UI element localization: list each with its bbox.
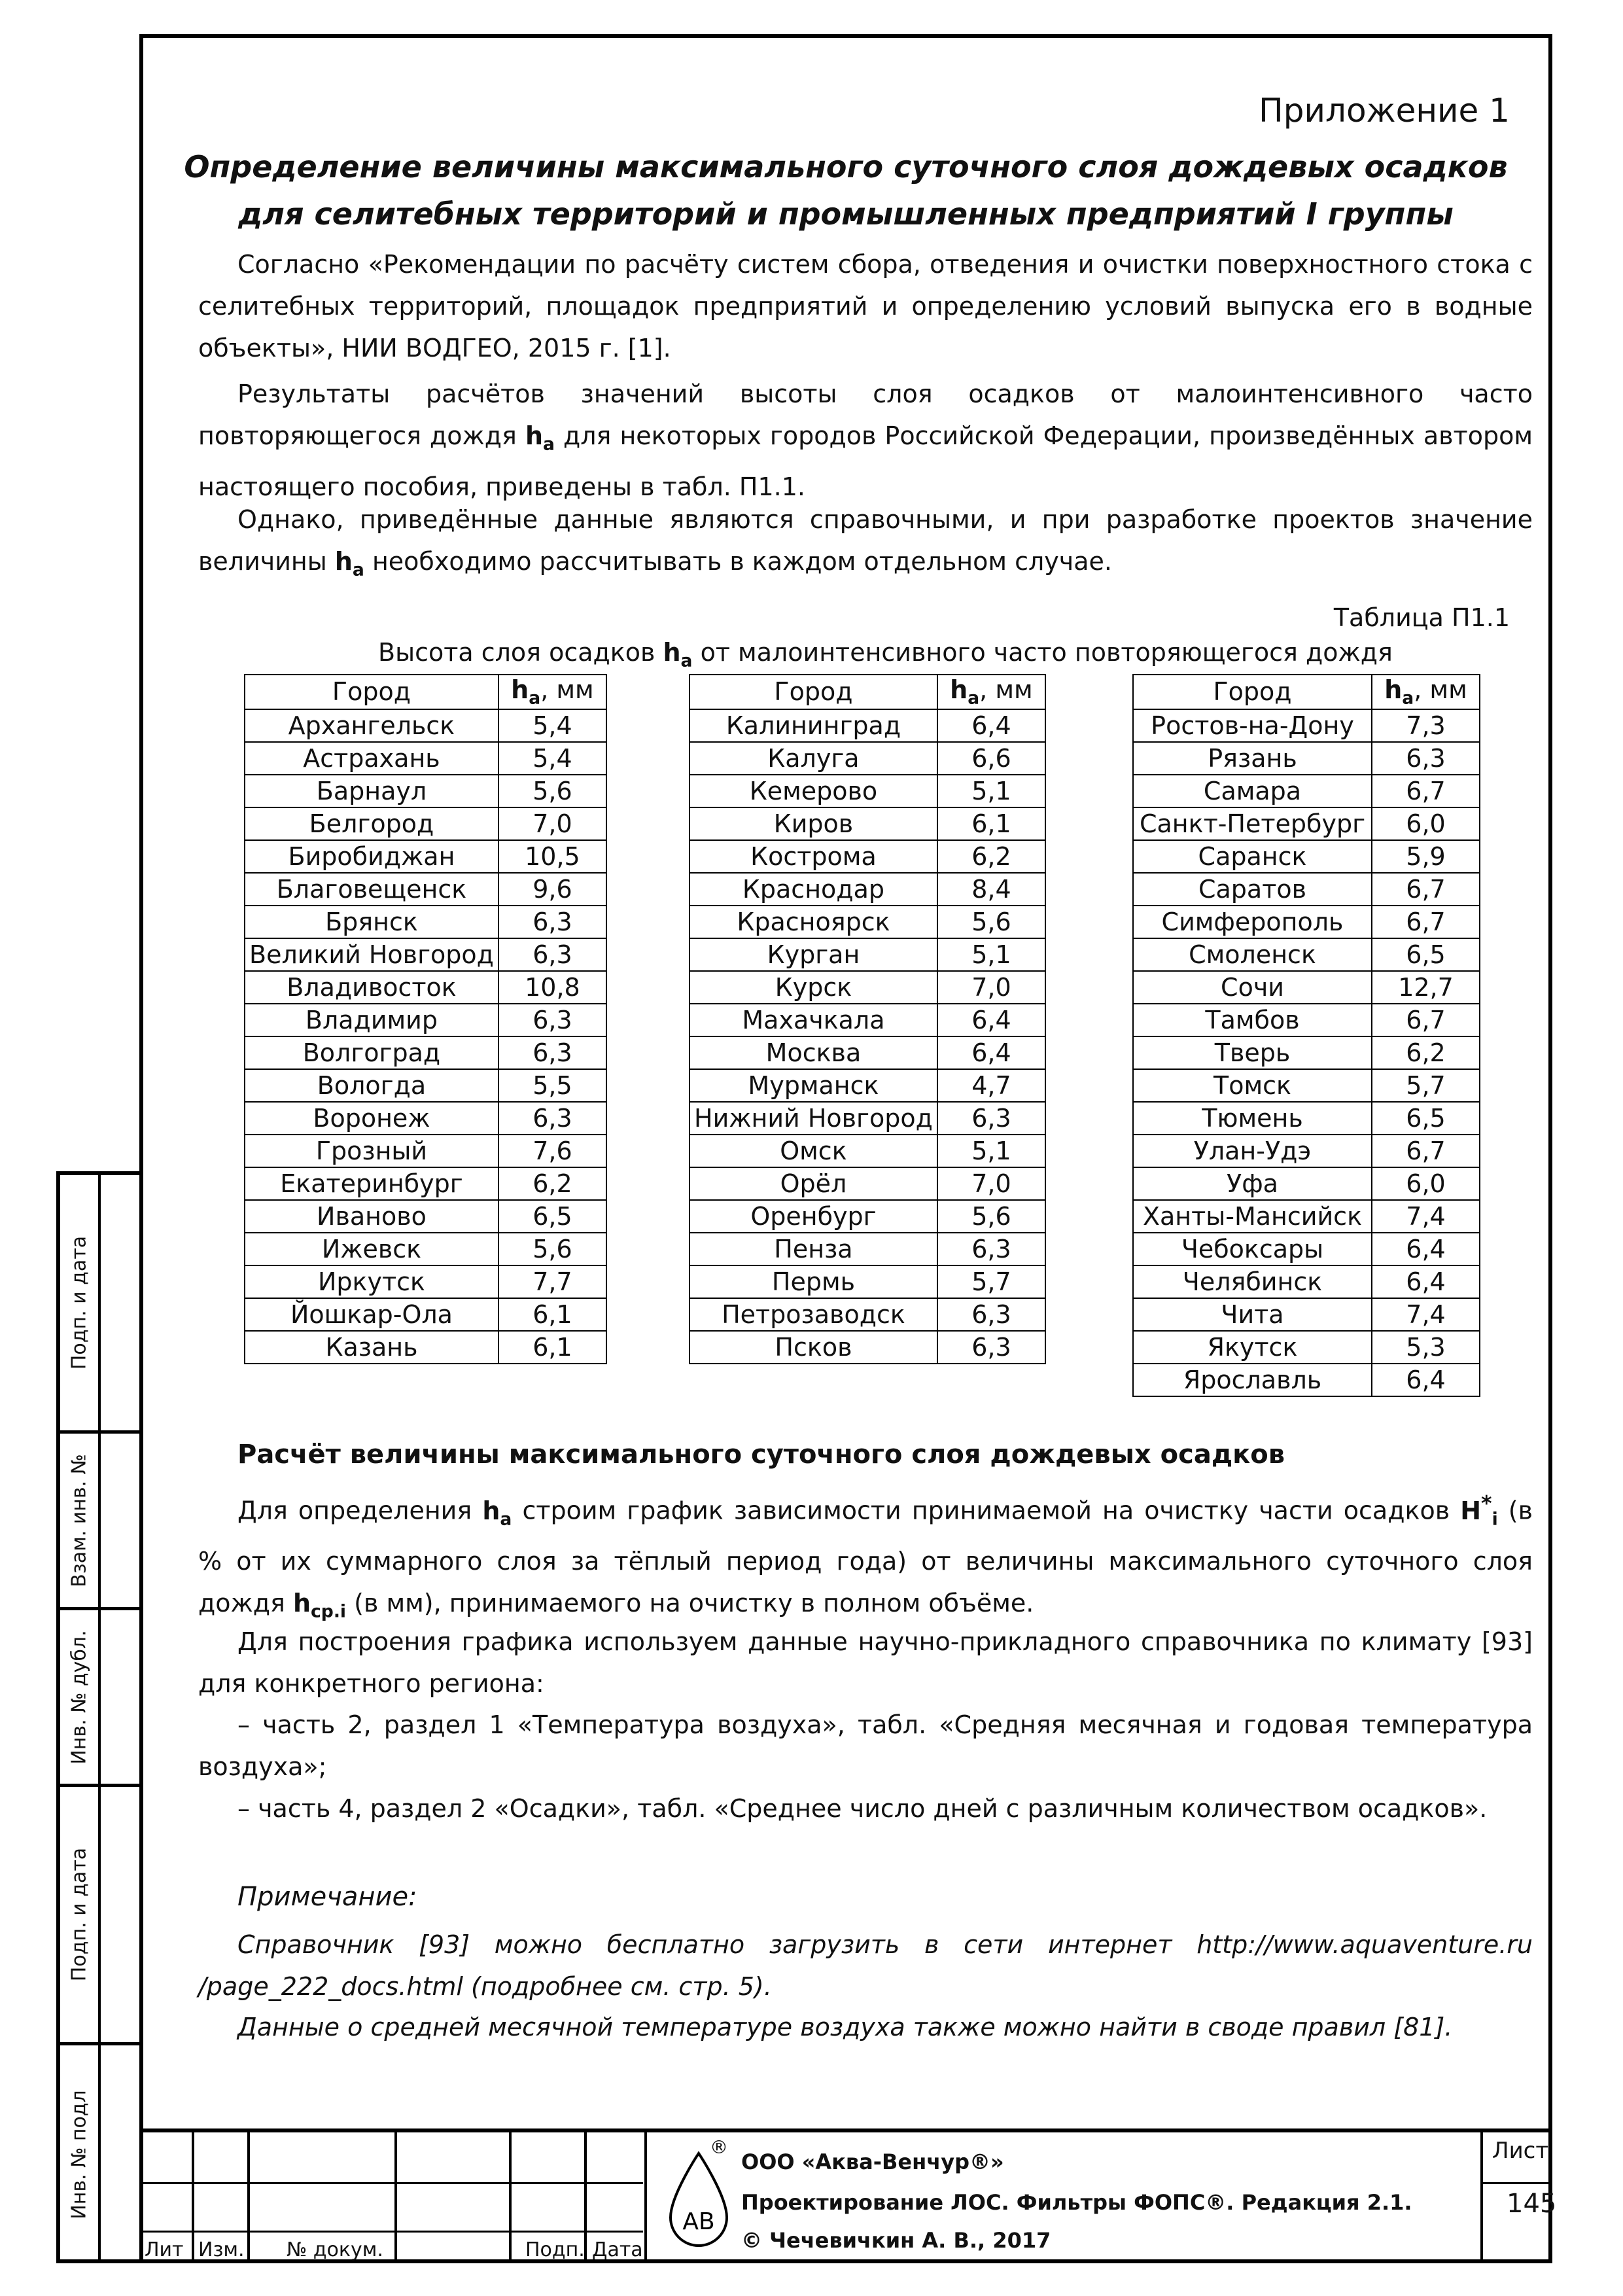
value-cell: 5,9: [1372, 840, 1480, 873]
title-line-1: Определение величины максимального суточного слоя дождевых осадков: [184, 149, 1508, 185]
city-cell: Иваново: [245, 1200, 498, 1233]
city-cell: Томск: [1133, 1069, 1372, 1102]
table-row: [245, 709, 606, 742]
city-cell: Пенза: [689, 1233, 937, 1265]
value-cell: 6,6: [937, 742, 1045, 775]
value-cell: 5,6: [498, 1233, 606, 1265]
stamp-label-sign: Подп.: [525, 2238, 585, 2261]
appendix-label: Приложение 1: [1259, 92, 1510, 130]
table-row: [689, 1004, 1045, 1036]
table-row: [689, 1233, 1045, 1265]
table-row: [245, 742, 606, 775]
side-label: Инв. № подл: [67, 2089, 91, 2219]
value-cell: 6,4: [1372, 1265, 1480, 1298]
city-cell: Ростов-на-Дону: [1133, 709, 1372, 742]
table-row: [245, 1200, 606, 1233]
value-cell: 4,7: [937, 1069, 1045, 1102]
side-strip: [56, 1171, 139, 2263]
table-row: [245, 840, 606, 873]
value-cell: 6,3: [937, 1233, 1045, 1265]
col-header-ha: $h_a$, мм: [1372, 675, 1480, 709]
value-cell: 5,3: [1372, 1331, 1480, 1364]
value-cell: 7,7: [498, 1265, 606, 1298]
value-cell: 5,5: [498, 1069, 606, 1102]
city-cell: Тюмень: [1133, 1102, 1372, 1135]
table-row: [1133, 1102, 1480, 1135]
value-cell: 6,1: [498, 1331, 606, 1364]
city-cell: Рязань: [1133, 742, 1372, 775]
table-row: [1133, 1233, 1480, 1265]
table-row: [689, 709, 1045, 742]
table-row: [689, 1200, 1045, 1233]
value-cell: 6,2: [1372, 1036, 1480, 1069]
paragraph-1: Согласно «Рекомендации по расчёту систем сбора, отведения и очистки поверхностного стока с селитебных территорий, площадок предприятий и определению условий выпуска его в водные объекты», НИИ ВОДГЕО, 2015 г. [1].: [198, 250, 1533, 362]
col-header-city: Город: [689, 675, 937, 709]
city-cell: Омск: [689, 1135, 937, 1167]
table-row: [1133, 1331, 1480, 1364]
value-cell: 5,6: [498, 775, 606, 807]
section-heading: Расчёт величины максимального суточного слоя дождевых осадков: [237, 1439, 1285, 1470]
value-cell: 6,4: [1372, 1364, 1480, 1396]
side-cell-orig-inv: [60, 2045, 139, 2263]
table-row: [689, 1102, 1045, 1135]
org-name: ООО «Аква-Венчур®»: [741, 2149, 1004, 2174]
value-cell: 6,1: [498, 1298, 606, 1331]
table-row: [245, 873, 606, 906]
value-cell: 7,3: [1372, 709, 1480, 742]
city-cell: Самара: [1133, 775, 1372, 807]
table-row: [1133, 1135, 1480, 1167]
note-text-2: Данные о средней месячной температуре воздуха также можно найти в своде правил [81].: [237, 2013, 1453, 2041]
table-row: [245, 906, 606, 938]
table-header-row: [245, 675, 606, 709]
value-cell: 5,4: [498, 709, 606, 742]
table-row: [1133, 709, 1480, 742]
city-cell: Якутск: [1133, 1331, 1372, 1364]
table-header-row: [1133, 675, 1480, 709]
table-row: [689, 938, 1045, 971]
city-cell: Ханты-Мансийск: [1133, 1200, 1372, 1233]
paragraph-2: Результаты расчётов значений высоты слоя осадков от малоинтенсивного часто повторяющегося дождя $h_a$ для некоторых городов Российской Федерации, произведённых автором настоящего пособия, приведены в табл. П1.1.: [198, 380, 1533, 501]
city-cell: Екатеринбург: [245, 1167, 498, 1200]
value-cell: 6,1: [937, 807, 1045, 840]
value-cell: 6,5: [498, 1200, 606, 1233]
city-cell: Грозный: [245, 1135, 498, 1167]
city-cell: Чебоксары: [1133, 1233, 1372, 1265]
table-caption: Высота слоя осадков $h_a$ от малоинтенсивного часто повторяющегося дождя: [378, 638, 1393, 671]
table-row: [1133, 840, 1480, 873]
value-cell: 6,3: [937, 1298, 1045, 1331]
sheet-label: Лист: [1492, 2138, 1549, 2164]
table-row: [689, 1331, 1045, 1364]
table-row: [245, 1331, 606, 1364]
table-row: [689, 775, 1045, 807]
table-row: [689, 1265, 1045, 1298]
city-cell: Ярославль: [1133, 1364, 1372, 1396]
col-header-city: Город: [245, 675, 498, 709]
city-cell: Чита: [1133, 1298, 1372, 1331]
value-cell: 6,4: [937, 709, 1045, 742]
city-cell: Саратов: [1133, 873, 1372, 906]
city-cell: Уфа: [1133, 1167, 1372, 1200]
city-table-2: [689, 674, 1046, 1364]
city-cell: Краснодар: [689, 873, 937, 906]
table-row: [1133, 1069, 1480, 1102]
value-cell: 5,4: [498, 742, 606, 775]
value-cell: 5,1: [937, 1135, 1045, 1167]
city-cell: Иркутск: [245, 1265, 498, 1298]
paragraph-7: – часть 4, раздел 2 «Осадки», табл. «Среднее число дней с различным количеством осадков».: [237, 1794, 1488, 1823]
city-cell: Челябинск: [1133, 1265, 1372, 1298]
value-cell: 7,4: [1372, 1298, 1480, 1331]
table-row: [1133, 971, 1480, 1004]
side-label: Инв. № дубл.: [67, 1629, 91, 1765]
city-cell: Курск: [689, 971, 937, 1004]
title-line-2: для селитебных территорий и промышленных предприятий I группы: [238, 196, 1454, 232]
table-header-row: [689, 675, 1045, 709]
city-cell: Архангельск: [245, 709, 498, 742]
table-row: [245, 1265, 606, 1298]
city-cell: Йошкар-Ола: [245, 1298, 498, 1331]
city-cell: Биробиджан: [245, 840, 498, 873]
stamp-label-date: Дата: [592, 2238, 643, 2261]
paragraph-4: Для определения $h_a$ строим график зависимости принимаемой на очистку части осадков $H^*_i$ (в % от их суммарного слоя за тёплый период года) от величины максимального суточного слоя дождя $h_{cp.i}$ (в мм), принимаемого на очистку в полном объёме.: [198, 1492, 1533, 1622]
registered-mark: ®: [710, 2136, 728, 2158]
value-cell: 6,0: [1372, 807, 1480, 840]
value-cell: 6,3: [498, 1036, 606, 1069]
value-cell: 7,0: [937, 971, 1045, 1004]
table-row: [245, 1004, 606, 1036]
city-table-3: [1132, 674, 1480, 1397]
value-cell: 6,7: [1372, 775, 1480, 807]
value-cell: 7,6: [498, 1135, 606, 1167]
value-cell: 6,2: [498, 1167, 606, 1200]
value-cell: 6,7: [1372, 1004, 1480, 1036]
side-cell-replace-inv: [60, 1434, 139, 1610]
table-row: [1133, 1265, 1480, 1298]
city-cell: Красноярск: [689, 906, 937, 938]
table-row: [689, 906, 1045, 938]
value-cell: 7,0: [498, 807, 606, 840]
value-cell: 5,7: [1372, 1069, 1480, 1102]
city-cell: Калининград: [689, 709, 937, 742]
table-row: [1133, 775, 1480, 807]
table-row: [689, 971, 1045, 1004]
value-cell: 6,7: [1372, 1135, 1480, 1167]
value-cell: 6,3: [937, 1331, 1045, 1364]
city-cell: Благовещенск: [245, 873, 498, 906]
paragraph-3: Однако, приведённые данные являются справочными, и при разработке проектов значение величины $h_a$ необходимо рассчитывать в каждом отдельном случае.: [198, 505, 1533, 580]
col-header-ha: $h_a$, мм: [498, 675, 606, 709]
value-cell: 6,4: [937, 1036, 1045, 1069]
city-cell: Казань: [245, 1331, 498, 1364]
city-cell: Мурманск: [689, 1069, 937, 1102]
table-row: [245, 1233, 606, 1265]
city-cell: Кострома: [689, 840, 937, 873]
city-cell: Владивосток: [245, 971, 498, 1004]
city-cell: Белгород: [245, 807, 498, 840]
company-logo-icon: [663, 2149, 735, 2254]
table-row: [1133, 938, 1480, 971]
city-cell: Симферополь: [1133, 906, 1372, 938]
city-cell: Киров: [689, 807, 937, 840]
table-row: [689, 1167, 1045, 1200]
value-cell: 6,5: [1372, 938, 1480, 971]
table-row: [1133, 742, 1480, 775]
table-row: [1133, 1036, 1480, 1069]
org-project: Проектирование ЛОС. Фильтры ФОПС®. Редакция 2.1.: [741, 2190, 1412, 2215]
table-row: [245, 1167, 606, 1200]
table-row: [245, 775, 606, 807]
stamp-label-lit: Лит: [145, 2238, 184, 2261]
value-cell: 5,1: [937, 775, 1045, 807]
table-row: [1133, 807, 1480, 840]
paragraph-6: – часть 2, раздел 1 «Температура воздуха», табл. «Средняя месячная и годовая температура воздуха»;: [198, 1710, 1533, 1781]
table-row: [245, 1135, 606, 1167]
value-cell: 5,6: [937, 1200, 1045, 1233]
city-cell: Курган: [689, 938, 937, 971]
city-cell: Калуга: [689, 742, 937, 775]
side-cell-sign-date-2: [60, 1787, 139, 2045]
table-row: [1133, 1364, 1480, 1396]
city-cell: Псков: [689, 1331, 937, 1364]
title-block: [139, 2128, 1557, 2263]
city-table-1: [244, 674, 607, 1364]
side-cell-sign-date-1: [60, 1175, 139, 1434]
side-label: Подп. и дата: [67, 1235, 91, 1370]
city-cell: Сочи: [1133, 971, 1372, 1004]
city-cell: Нижний Новгород: [689, 1102, 937, 1135]
stamp-label-doc: № докум.: [287, 2238, 383, 2261]
table-row: [245, 971, 606, 1004]
city-cell: Санкт-Петербург: [1133, 807, 1372, 840]
table-row: [689, 807, 1045, 840]
table-row: [689, 742, 1045, 775]
table-row: [1133, 1167, 1480, 1200]
side-label: Взам. инв. №: [67, 1453, 91, 1587]
value-cell: 6,3: [498, 906, 606, 938]
table-row: [1133, 1200, 1480, 1233]
city-cell: Воронеж: [245, 1102, 498, 1135]
table-row: [245, 1298, 606, 1331]
city-cell: Владимир: [245, 1004, 498, 1036]
table-row: [1133, 873, 1480, 906]
city-cell: Москва: [689, 1036, 937, 1069]
value-cell: 6,3: [937, 1102, 1045, 1135]
col-header-city: Город: [1133, 675, 1372, 709]
city-cell: Барнаул: [245, 775, 498, 807]
value-cell: 6,3: [498, 1004, 606, 1036]
table-row: [1133, 1298, 1480, 1331]
city-cell: Махачкала: [689, 1004, 937, 1036]
city-cell: Тамбов: [1133, 1004, 1372, 1036]
col-header-ha: $h_a$, мм: [937, 675, 1045, 709]
value-cell: 7,0: [937, 1167, 1045, 1200]
table-row: [1133, 906, 1480, 938]
paragraph-5: Для построения графика используем данные научно-прикладного справочника по климату [93] для конкретного региона:: [198, 1627, 1533, 1698]
table-row: [689, 1069, 1045, 1102]
city-cell: Орёл: [689, 1167, 937, 1200]
value-cell: 6,7: [1372, 873, 1480, 906]
value-cell: 6,2: [937, 840, 1045, 873]
value-cell: 6,3: [498, 938, 606, 971]
table-row: [689, 873, 1045, 906]
value-cell: 9,6: [498, 873, 606, 906]
city-cell: Кемерово: [689, 775, 937, 807]
table-row: [689, 840, 1045, 873]
city-cell: Петрозаводск: [689, 1298, 937, 1331]
city-cell: Тверь: [1133, 1036, 1372, 1069]
city-cell: Саранск: [1133, 840, 1372, 873]
value-cell: 7,4: [1372, 1200, 1480, 1233]
city-cell: Смоленск: [1133, 938, 1372, 971]
table-row: [689, 1298, 1045, 1331]
value-cell: 10,5: [498, 840, 606, 873]
note-text-1: Справочник [93] можно бесплатно загрузить в сети интернет http://www.aquaventure.ru /page_222_docs.html (подробнее см. стр. 5).: [198, 1930, 1533, 2001]
city-cell: Улан-Удэ: [1133, 1135, 1372, 1167]
stamp-label-izm: Изм.: [198, 2238, 245, 2261]
city-cell: Ижевск: [245, 1233, 498, 1265]
table-row: [245, 1036, 606, 1069]
table-number: Таблица П1.1: [1333, 603, 1510, 632]
sheet-number: 145: [1507, 2189, 1557, 2219]
value-cell: 6,4: [937, 1004, 1045, 1036]
value-cell: 5,1: [937, 938, 1045, 971]
table-row: [245, 938, 606, 971]
value-cell: 8,4: [937, 873, 1045, 906]
city-cell: Пермь: [689, 1265, 937, 1298]
city-cell: Волгоград: [245, 1036, 498, 1069]
city-cell: Великий Новгород: [245, 938, 498, 971]
table-row: [245, 1069, 606, 1102]
side-cell-dup-inv: [60, 1610, 139, 1787]
table-row: [689, 1036, 1045, 1069]
city-cell: Астрахань: [245, 742, 498, 775]
table-row: [245, 807, 606, 840]
value-cell: 12,7: [1372, 971, 1480, 1004]
value-cell: 6,5: [1372, 1102, 1480, 1135]
side-label: Подп. и дата: [67, 1847, 91, 1982]
value-cell: 6,4: [1372, 1233, 1480, 1265]
value-cell: 5,6: [937, 906, 1045, 938]
city-cell: Вологда: [245, 1069, 498, 1102]
svg-text:АВ: АВ: [682, 2208, 715, 2235]
city-cell: Оренбург: [689, 1200, 937, 1233]
city-cell: Брянск: [245, 906, 498, 938]
value-cell: 6,0: [1372, 1167, 1480, 1200]
table-row: [1133, 1004, 1480, 1036]
value-cell: 5,7: [937, 1265, 1045, 1298]
table-row: [245, 1102, 606, 1135]
value-cell: 10,8: [498, 971, 606, 1004]
value-cell: 6,7: [1372, 906, 1480, 938]
note-title: Примечание:: [237, 1882, 417, 1912]
value-cell: 6,3: [498, 1102, 606, 1135]
table-row: [689, 1135, 1045, 1167]
value-cell: 6,3: [1372, 742, 1480, 775]
org-copyright: © Чечевичкин А. В., 2017: [741, 2228, 1051, 2253]
